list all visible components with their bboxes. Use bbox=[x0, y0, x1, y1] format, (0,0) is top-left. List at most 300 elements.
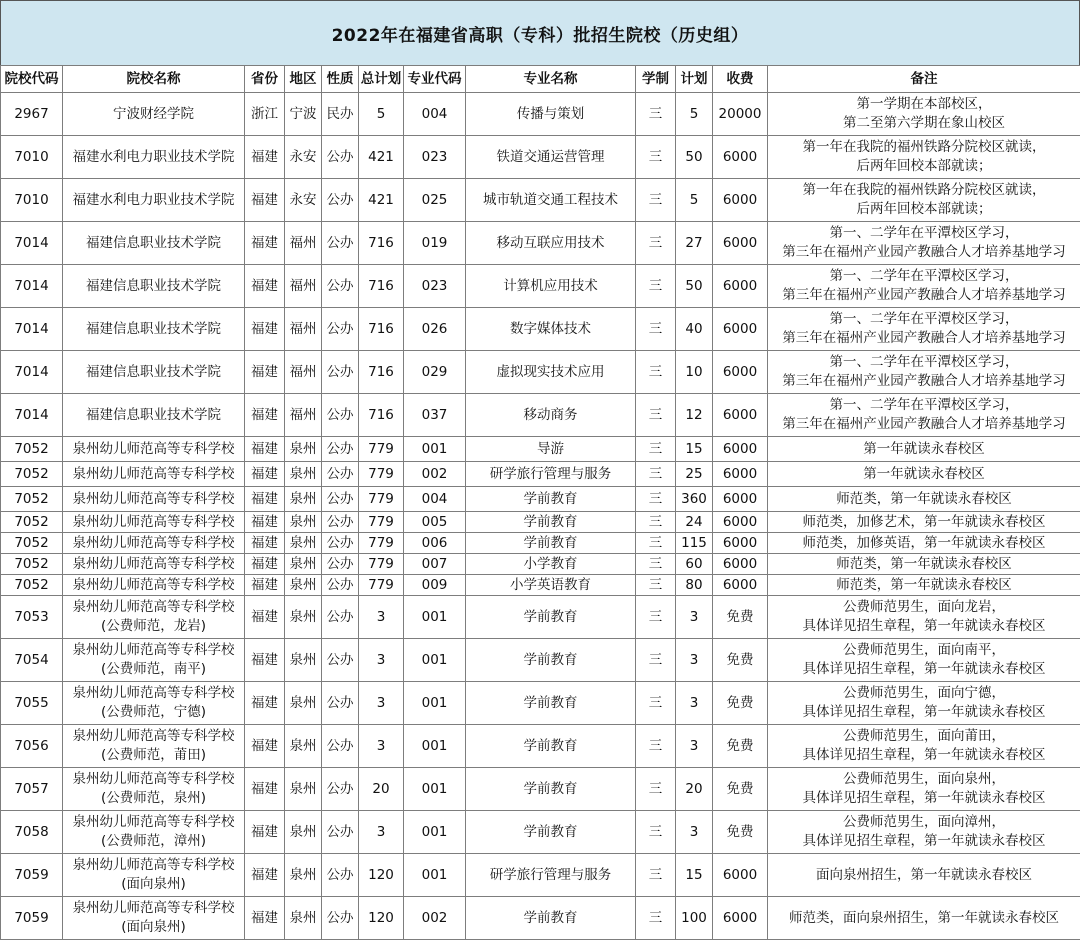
table-cell: 泉州 bbox=[285, 554, 322, 575]
table-cell: 第一年在我院的福州铁路分院校区就读， 后两年回校本部就读； bbox=[768, 179, 1080, 222]
column-header: 计划 bbox=[676, 66, 713, 93]
table-row bbox=[1, 462, 1080, 487]
table-cell: 三 bbox=[636, 512, 676, 533]
table-cell: 公办 bbox=[322, 265, 359, 308]
table-cell: 7014 bbox=[1, 394, 63, 437]
table-cell: 泉州 bbox=[285, 639, 322, 682]
table-cell: 数字媒体技术 bbox=[466, 308, 636, 351]
table-cell: 3 bbox=[359, 811, 404, 854]
table-cell: 福建 bbox=[245, 136, 285, 179]
table-row bbox=[1, 725, 1080, 768]
table-cell: 泉州幼儿师范高等专科学校 (面向泉州) bbox=[63, 854, 245, 897]
table-cell: 泉州 bbox=[285, 437, 322, 462]
table-cell: 60 bbox=[676, 554, 713, 575]
table-row bbox=[1, 639, 1080, 682]
table-cell: 小学英语教育 bbox=[466, 575, 636, 596]
table-cell: 10 bbox=[676, 351, 713, 394]
table-cell: 福建 bbox=[245, 437, 285, 462]
table-cell: 3 bbox=[676, 639, 713, 682]
table-cell: 公办 bbox=[322, 394, 359, 437]
table-cell: 研学旅行管理与服务 bbox=[466, 462, 636, 487]
table-cell: 公办 bbox=[322, 768, 359, 811]
table-cell: 6000 bbox=[713, 394, 768, 437]
table-cell: 免费 bbox=[713, 596, 768, 639]
table-cell: 免费 bbox=[713, 768, 768, 811]
column-header: 地区 bbox=[285, 66, 322, 93]
table-cell: 公办 bbox=[322, 596, 359, 639]
table-cell: 第一、二学年在平潭校区学习， 第三年在福州产业园产教融合人才培养基地学习 bbox=[768, 308, 1080, 351]
table-cell: 公办 bbox=[322, 487, 359, 512]
table-cell: 779 bbox=[359, 437, 404, 462]
table-cell: 师范类，第一年就读永春校区 bbox=[768, 554, 1080, 575]
table-cell: 泉州幼儿师范高等专科学校 bbox=[63, 487, 245, 512]
table-cell: 泉州幼儿师范高等专科学校 bbox=[63, 462, 245, 487]
table-cell: 779 bbox=[359, 533, 404, 554]
table-cell: 泉州 bbox=[285, 682, 322, 725]
table-cell: 6000 bbox=[713, 179, 768, 222]
column-header: 专业名称 bbox=[466, 66, 636, 93]
table-cell: 40 bbox=[676, 308, 713, 351]
table-cell: 学前教育 bbox=[466, 639, 636, 682]
column-header: 院校代码 bbox=[1, 66, 63, 93]
table-cell: 学前教育 bbox=[466, 682, 636, 725]
table-cell: 福建 bbox=[245, 265, 285, 308]
table-cell: 3 bbox=[359, 596, 404, 639]
table-cell: 002 bbox=[404, 897, 466, 940]
table-cell: 公费师范男生，面向龙岩， 具体详见招生章程，第一年就读永春校区 bbox=[768, 596, 1080, 639]
table-cell: 20 bbox=[359, 768, 404, 811]
table-cell: 421 bbox=[359, 179, 404, 222]
table-cell: 5 bbox=[676, 179, 713, 222]
column-header: 性质 bbox=[322, 66, 359, 93]
table-cell: 福建信息职业技术学院 bbox=[63, 308, 245, 351]
table-cell: 三 bbox=[636, 265, 676, 308]
table-cell: 公办 bbox=[322, 575, 359, 596]
table-cell: 公办 bbox=[322, 811, 359, 854]
table-cell: 009 bbox=[404, 575, 466, 596]
table-cell: 第一、二学年在平潭校区学习， 第三年在福州产业园产教融合人才培养基地学习 bbox=[768, 394, 1080, 437]
table-cell: 三 bbox=[636, 811, 676, 854]
table-row bbox=[1, 854, 1080, 897]
table-cell: 779 bbox=[359, 487, 404, 512]
table-cell: 泉州 bbox=[285, 725, 322, 768]
table-cell: 6000 bbox=[713, 437, 768, 462]
table-cell: 泉州幼儿师范高等专科学校 (公费师范，南平) bbox=[63, 639, 245, 682]
table-cell: 移动互联应用技术 bbox=[466, 222, 636, 265]
table-row bbox=[1, 93, 1080, 136]
table-cell: 学前教育 bbox=[466, 811, 636, 854]
table-row bbox=[1, 394, 1080, 437]
table-cell: 公办 bbox=[322, 897, 359, 940]
table-cell: 福州 bbox=[285, 394, 322, 437]
table-cell: 小学教育 bbox=[466, 554, 636, 575]
table-row bbox=[1, 897, 1080, 940]
table-cell: 7052 bbox=[1, 437, 63, 462]
table-cell: 城市轨道交通工程技术 bbox=[466, 179, 636, 222]
table-cell: 5 bbox=[359, 93, 404, 136]
table-cell: 7053 bbox=[1, 596, 63, 639]
column-header: 总计划 bbox=[359, 66, 404, 93]
table-cell: 001 bbox=[404, 725, 466, 768]
table-cell: 3 bbox=[676, 725, 713, 768]
table-row bbox=[1, 437, 1080, 462]
table-cell: 泉州幼儿师范高等专科学校 bbox=[63, 437, 245, 462]
table-cell: 福建 bbox=[245, 682, 285, 725]
table-cell: 学前教育 bbox=[466, 487, 636, 512]
table-cell: 6000 bbox=[713, 265, 768, 308]
table-cell: 第一、二学年在平潭校区学习， 第三年在福州产业园产教融合人才培养基地学习 bbox=[768, 351, 1080, 394]
table-cell: 公办 bbox=[322, 222, 359, 265]
table-cell: 学前教育 bbox=[466, 512, 636, 533]
table-cell: 福建信息职业技术学院 bbox=[63, 222, 245, 265]
table-cell: 779 bbox=[359, 554, 404, 575]
table-cell: 学前教育 bbox=[466, 725, 636, 768]
table-cell: 泉州 bbox=[285, 487, 322, 512]
table-cell: 公办 bbox=[322, 639, 359, 682]
table-cell: 泉州 bbox=[285, 811, 322, 854]
table-cell: 泉州 bbox=[285, 854, 322, 897]
table-cell: 学前教育 bbox=[466, 768, 636, 811]
table-cell: 福建 bbox=[245, 811, 285, 854]
table-cell: 6000 bbox=[713, 222, 768, 265]
table-cell: 001 bbox=[404, 854, 466, 897]
table-cell: 福建 bbox=[245, 533, 285, 554]
table-cell: 7052 bbox=[1, 533, 63, 554]
table-cell: 福建 bbox=[245, 596, 285, 639]
sheet-title: 2022年在福建省高职（专科）批招生院校（历史组） bbox=[0, 0, 1080, 66]
table-cell: 第一年就读永春校区 bbox=[768, 437, 1080, 462]
table-cell: 三 bbox=[636, 596, 676, 639]
table-cell: 福建水利电力职业技术学院 bbox=[63, 179, 245, 222]
table-cell: 50 bbox=[676, 265, 713, 308]
table-cell: 004 bbox=[404, 93, 466, 136]
table-cell: 15 bbox=[676, 854, 713, 897]
table-cell: 永安 bbox=[285, 136, 322, 179]
table-row bbox=[1, 222, 1080, 265]
table-cell: 第一学期在本部校区， 第二至第六学期在象山校区 bbox=[768, 93, 1080, 136]
table-cell: 019 bbox=[404, 222, 466, 265]
table-cell: 三 bbox=[636, 554, 676, 575]
table-cell: 移动商务 bbox=[466, 394, 636, 437]
table-row bbox=[1, 512, 1080, 533]
table-cell: 002 bbox=[404, 462, 466, 487]
table-cell: 福建 bbox=[245, 554, 285, 575]
table-cell: 005 bbox=[404, 512, 466, 533]
table-cell: 永安 bbox=[285, 179, 322, 222]
table-cell: 12 bbox=[676, 394, 713, 437]
table-cell: 第一、二学年在平潭校区学习， 第三年在福州产业园产教融合人才培养基地学习 bbox=[768, 222, 1080, 265]
table-cell: 公费师范男生，面向莆田， 具体详见招生章程，第一年就读永春校区 bbox=[768, 725, 1080, 768]
table-cell: 115 bbox=[676, 533, 713, 554]
table-cell: 福建 bbox=[245, 308, 285, 351]
table-cell: 计算机应用技术 bbox=[466, 265, 636, 308]
table-row bbox=[1, 596, 1080, 639]
table-cell: 7055 bbox=[1, 682, 63, 725]
table-cell: 福建 bbox=[245, 351, 285, 394]
table-cell: 2967 bbox=[1, 93, 63, 136]
table-cell: 6000 bbox=[713, 854, 768, 897]
table-cell: 20 bbox=[676, 768, 713, 811]
table-cell: 001 bbox=[404, 768, 466, 811]
table-cell: 023 bbox=[404, 136, 466, 179]
table-cell: 师范类，第一年就读永春校区 bbox=[768, 575, 1080, 596]
table-cell: 三 bbox=[636, 222, 676, 265]
column-header: 省份 bbox=[245, 66, 285, 93]
table-cell: 福州 bbox=[285, 351, 322, 394]
table-row bbox=[1, 351, 1080, 394]
table-cell: 80 bbox=[676, 575, 713, 596]
table-cell: 6000 bbox=[713, 136, 768, 179]
table-cell: 026 bbox=[404, 308, 466, 351]
table-cell: 泉州幼儿师范高等专科学校 bbox=[63, 512, 245, 533]
table-cell: 三 bbox=[636, 136, 676, 179]
table-cell: 716 bbox=[359, 308, 404, 351]
table-cell: 泉州幼儿师范高等专科学校 (公费师范，宁德) bbox=[63, 682, 245, 725]
table-cell: 716 bbox=[359, 265, 404, 308]
admissions-table bbox=[0, 65, 1080, 940]
table-row bbox=[1, 487, 1080, 512]
table-cell: 泉州幼儿师范高等专科学校 (公费师范，龙岩) bbox=[63, 596, 245, 639]
table-cell: 福州 bbox=[285, 222, 322, 265]
table-cell: 福建 bbox=[245, 394, 285, 437]
table-cell: 7052 bbox=[1, 554, 63, 575]
table-cell: 免费 bbox=[713, 682, 768, 725]
table-cell: 公办 bbox=[322, 136, 359, 179]
table-cell: 泉州幼儿师范高等专科学校 (公费师范，泉州) bbox=[63, 768, 245, 811]
table-cell: 第一、二学年在平潭校区学习， 第三年在福州产业园产教融合人才培养基地学习 bbox=[768, 265, 1080, 308]
column-header: 收费 bbox=[713, 66, 768, 93]
table-cell: 6000 bbox=[713, 462, 768, 487]
table-cell: 虚拟现实技术应用 bbox=[466, 351, 636, 394]
table-cell: 7056 bbox=[1, 725, 63, 768]
table-cell: 学前教育 bbox=[466, 596, 636, 639]
table-cell: 面向泉州招生，第一年就读永春校区 bbox=[768, 854, 1080, 897]
table-cell: 6000 bbox=[713, 575, 768, 596]
table-cell: 001 bbox=[404, 596, 466, 639]
table-cell: 泉州 bbox=[285, 768, 322, 811]
table-cell: 6000 bbox=[713, 554, 768, 575]
table-cell: 研学旅行管理与服务 bbox=[466, 854, 636, 897]
table-cell: 779 bbox=[359, 512, 404, 533]
table-cell: 6000 bbox=[713, 308, 768, 351]
table-cell: 福建 bbox=[245, 512, 285, 533]
table-cell: 360 bbox=[676, 487, 713, 512]
table-cell: 公办 bbox=[322, 533, 359, 554]
table-cell: 福建 bbox=[245, 639, 285, 682]
table-cell: 福建 bbox=[245, 575, 285, 596]
table-cell: 公费师范男生，面向宁德， 具体详见招生章程，第一年就读永春校区 bbox=[768, 682, 1080, 725]
table-row bbox=[1, 575, 1080, 596]
table-cell: 20000 bbox=[713, 93, 768, 136]
table-cell: 公办 bbox=[322, 437, 359, 462]
table-cell: 7057 bbox=[1, 768, 63, 811]
table-cell: 泉州 bbox=[285, 533, 322, 554]
table-cell: 免费 bbox=[713, 725, 768, 768]
table-cell: 7059 bbox=[1, 897, 63, 940]
table-cell: 三 bbox=[636, 179, 676, 222]
table-cell: 三 bbox=[636, 487, 676, 512]
table-cell: 779 bbox=[359, 462, 404, 487]
table-row bbox=[1, 768, 1080, 811]
table-cell: 免费 bbox=[713, 639, 768, 682]
table-cell: 福建 bbox=[245, 854, 285, 897]
table-cell: 学前教育 bbox=[466, 897, 636, 940]
table-cell: 泉州幼儿师范高等专科学校 bbox=[63, 575, 245, 596]
table-cell: 福建 bbox=[245, 487, 285, 512]
table-cell: 421 bbox=[359, 136, 404, 179]
table-cell: 泉州幼儿师范高等专科学校 (公费师范，莆田) bbox=[63, 725, 245, 768]
table-cell: 7014 bbox=[1, 222, 63, 265]
table-row bbox=[1, 533, 1080, 554]
table-cell: 师范类，加修艺术，第一年就读永春校区 bbox=[768, 512, 1080, 533]
table-cell: 029 bbox=[404, 351, 466, 394]
table-cell: 7052 bbox=[1, 575, 63, 596]
table-cell: 福州 bbox=[285, 265, 322, 308]
table-cell: 福州 bbox=[285, 308, 322, 351]
table-cell: 泉州 bbox=[285, 575, 322, 596]
column-header: 备注 bbox=[768, 66, 1080, 93]
column-header: 院校名称 bbox=[63, 66, 245, 93]
table-row bbox=[1, 179, 1080, 222]
table-cell: 免费 bbox=[713, 811, 768, 854]
table-cell: 公费师范男生，面向泉州， 具体详见招生章程，第一年就读永春校区 bbox=[768, 768, 1080, 811]
table-cell: 7010 bbox=[1, 136, 63, 179]
table-cell: 5 bbox=[676, 93, 713, 136]
table-cell: 公办 bbox=[322, 554, 359, 575]
table-row bbox=[1, 308, 1080, 351]
table-cell: 3 bbox=[676, 682, 713, 725]
table-cell: 公办 bbox=[322, 351, 359, 394]
column-header: 专业代码 bbox=[404, 66, 466, 93]
table-row bbox=[1, 682, 1080, 725]
table-cell: 民办 bbox=[322, 93, 359, 136]
table-cell: 6000 bbox=[713, 351, 768, 394]
table-cell: 037 bbox=[404, 394, 466, 437]
table-row bbox=[1, 811, 1080, 854]
table-cell: 三 bbox=[636, 854, 676, 897]
table-cell: 7014 bbox=[1, 308, 63, 351]
table-cell: 福建水利电力职业技术学院 bbox=[63, 136, 245, 179]
table-cell: 公办 bbox=[322, 462, 359, 487]
table-cell: 3 bbox=[359, 682, 404, 725]
table-cell: 公费师范男生，面向漳州， 具体详见招生章程，第一年就读永春校区 bbox=[768, 811, 1080, 854]
table-cell: 三 bbox=[636, 682, 676, 725]
table-cell: 导游 bbox=[466, 437, 636, 462]
table-cell: 7052 bbox=[1, 462, 63, 487]
table-cell: 023 bbox=[404, 265, 466, 308]
table-cell: 三 bbox=[636, 437, 676, 462]
table-cell: 120 bbox=[359, 897, 404, 940]
table-cell: 三 bbox=[636, 93, 676, 136]
table-cell: 001 bbox=[404, 811, 466, 854]
table-cell: 宁波 bbox=[285, 93, 322, 136]
table-cell: 6000 bbox=[713, 897, 768, 940]
table-cell: 公办 bbox=[322, 512, 359, 533]
table-body bbox=[1, 93, 1080, 940]
table-cell: 福建 bbox=[245, 222, 285, 265]
table-cell: 福建 bbox=[245, 897, 285, 940]
table-cell: 7052 bbox=[1, 487, 63, 512]
table-cell: 7054 bbox=[1, 639, 63, 682]
table-cell: 50 bbox=[676, 136, 713, 179]
table-cell: 716 bbox=[359, 351, 404, 394]
header-row bbox=[1, 66, 1080, 93]
table-cell: 三 bbox=[636, 308, 676, 351]
table-cell: 7014 bbox=[1, 265, 63, 308]
table-cell: 3 bbox=[676, 596, 713, 639]
table-cell: 师范类，第一年就读永春校区 bbox=[768, 487, 1080, 512]
table-row bbox=[1, 136, 1080, 179]
table-cell: 6000 bbox=[713, 487, 768, 512]
table-cell: 第一年在我院的福州铁路分院校区就读， 后两年回校本部就读； bbox=[768, 136, 1080, 179]
table-cell: 师范类，加修英语，第一年就读永春校区 bbox=[768, 533, 1080, 554]
table-cell: 006 bbox=[404, 533, 466, 554]
table-cell: 公办 bbox=[322, 179, 359, 222]
table-cell: 001 bbox=[404, 437, 466, 462]
table-cell: 779 bbox=[359, 575, 404, 596]
table-cell: 7014 bbox=[1, 351, 63, 394]
table-cell: 传播与策划 bbox=[466, 93, 636, 136]
table-cell: 三 bbox=[636, 575, 676, 596]
table-cell: 泉州 bbox=[285, 512, 322, 533]
table-cell: 泉州幼儿师范高等专科学校 (面向泉州) bbox=[63, 897, 245, 940]
table-cell: 007 bbox=[404, 554, 466, 575]
table-cell: 三 bbox=[636, 639, 676, 682]
table-cell: 7010 bbox=[1, 179, 63, 222]
table-cell: 15 bbox=[676, 437, 713, 462]
table-cell: 27 bbox=[676, 222, 713, 265]
table-row bbox=[1, 265, 1080, 308]
table-cell: 公费师范男生，面向南平， 具体详见招生章程，第一年就读永春校区 bbox=[768, 639, 1080, 682]
table-cell: 师范类，面向泉州招生，第一年就读永春校区 bbox=[768, 897, 1080, 940]
table-cell: 3 bbox=[359, 639, 404, 682]
table-cell: 716 bbox=[359, 394, 404, 437]
table-cell: 泉州 bbox=[285, 462, 322, 487]
table-cell: 福建信息职业技术学院 bbox=[63, 394, 245, 437]
table-cell: 24 bbox=[676, 512, 713, 533]
table-cell: 025 bbox=[404, 179, 466, 222]
table-cell: 3 bbox=[676, 811, 713, 854]
table-cell: 三 bbox=[636, 725, 676, 768]
table-cell: 004 bbox=[404, 487, 466, 512]
table-cell: 福建 bbox=[245, 462, 285, 487]
table-cell: 福建信息职业技术学院 bbox=[63, 265, 245, 308]
table-cell: 120 bbox=[359, 854, 404, 897]
table-cell: 浙江 bbox=[245, 93, 285, 136]
table-cell: 学前教育 bbox=[466, 533, 636, 554]
table-cell: 铁道交通运营管理 bbox=[466, 136, 636, 179]
table-cell: 25 bbox=[676, 462, 713, 487]
table-cell: 公办 bbox=[322, 725, 359, 768]
table-cell: 7058 bbox=[1, 811, 63, 854]
table-cell: 3 bbox=[359, 725, 404, 768]
table-cell: 福建 bbox=[245, 179, 285, 222]
table-cell: 716 bbox=[359, 222, 404, 265]
table-cell: 泉州幼儿师范高等专科学校 (公费师范，漳州) bbox=[63, 811, 245, 854]
column-header: 学制 bbox=[636, 66, 676, 93]
table-cell: 7059 bbox=[1, 854, 63, 897]
table-cell: 6000 bbox=[713, 533, 768, 554]
table-cell: 福建 bbox=[245, 768, 285, 811]
table-cell: 001 bbox=[404, 639, 466, 682]
table-cell: 泉州幼儿师范高等专科学校 bbox=[63, 533, 245, 554]
table-cell: 7052 bbox=[1, 512, 63, 533]
table-cell: 泉州 bbox=[285, 596, 322, 639]
table-cell: 6000 bbox=[713, 512, 768, 533]
table-cell: 公办 bbox=[322, 854, 359, 897]
table-cell: 泉州幼儿师范高等专科学校 bbox=[63, 554, 245, 575]
table-cell: 福建 bbox=[245, 725, 285, 768]
